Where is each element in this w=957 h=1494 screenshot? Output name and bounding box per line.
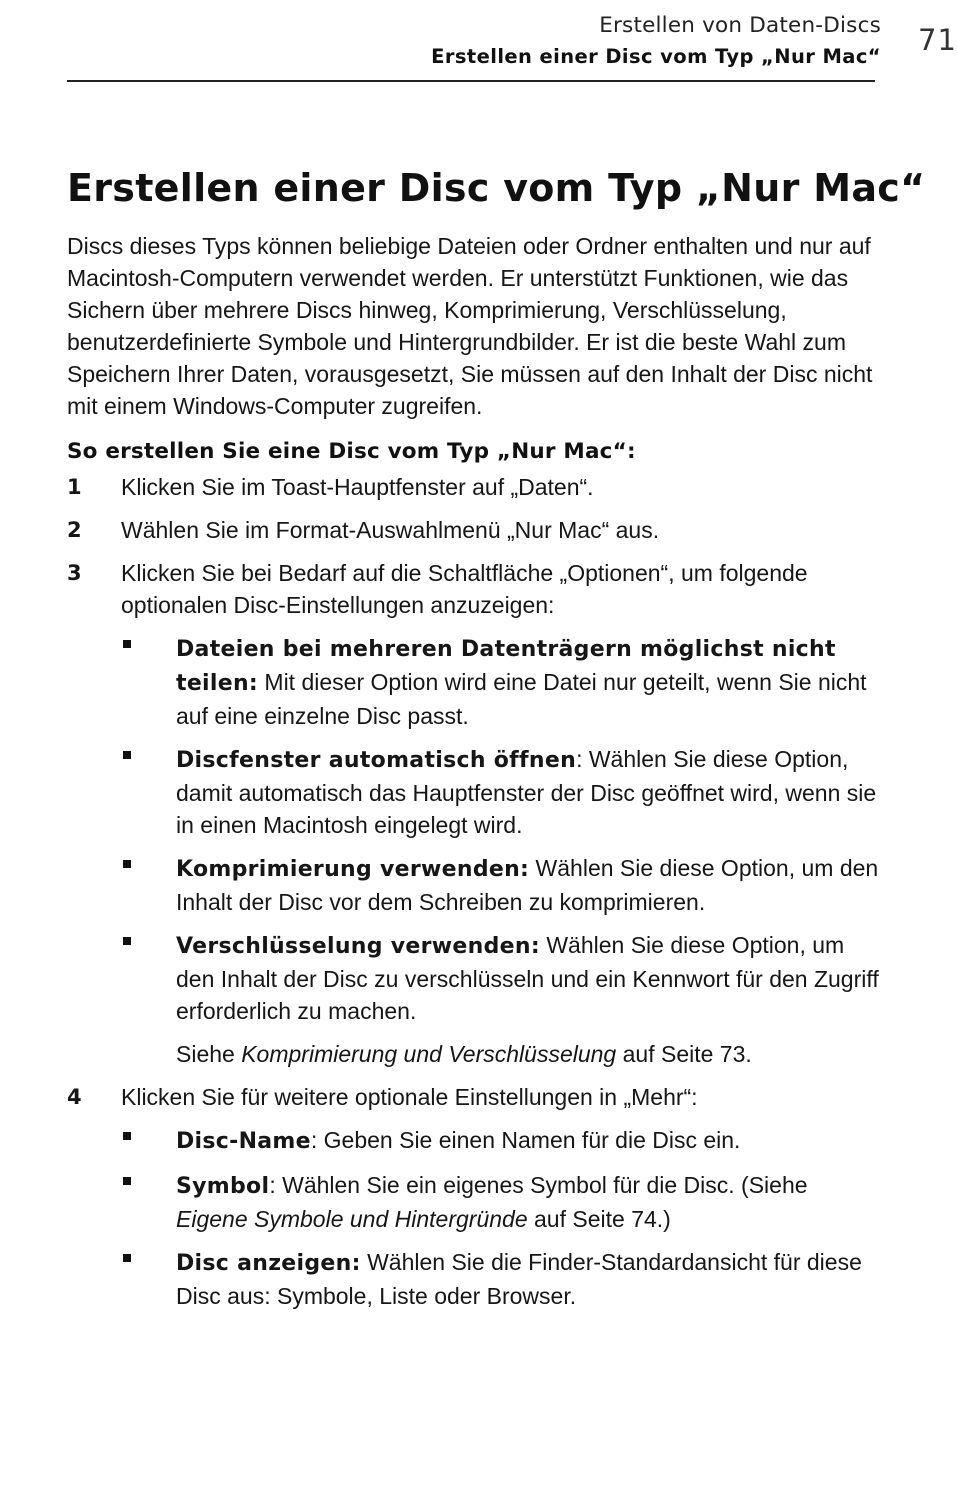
square-bullet-icon	[123, 640, 131, 648]
option-item	[121, 743, 882, 841]
step-number: 1	[67, 475, 82, 499]
option-description: Wählen Sie diese Option, um den Inhalt der Disc zu verschlüsseln und ein Kennwort für den Zugriff erforderlich zu machen.	[176, 932, 879, 1024]
option-list	[121, 632, 882, 1027]
option-description: Mit dieser Option wird eine Datei nur geteilt, wenn Sie nicht auf eine einzelne Disc passt.	[176, 669, 867, 729]
running-header-chapter: Erstellen von Daten-Discs	[599, 13, 881, 38]
see-also-link[interactable]: Komprimierung und Verschlüsselung	[241, 1041, 617, 1067]
header-rule	[67, 80, 875, 82]
option-term: Disc anzeigen:	[176, 1251, 361, 1276]
page-number: 71	[918, 23, 957, 57]
step-4	[67, 1081, 882, 1312]
option-term: Verschlüsselung verwenden:	[176, 934, 540, 959]
running-header	[67, 10, 881, 72]
step-text: Wählen Sie im Format-Auswahlmenü „Nur Mac“ aus.	[121, 517, 660, 543]
see-also-reference	[121, 1038, 882, 1070]
cross-reference-link[interactable]: Eigene Symbole und Hintergründe	[176, 1206, 528, 1232]
option-item	[121, 929, 882, 1027]
option-item	[121, 632, 882, 732]
page-title: Erstellen einer Disc vom Typ „Nur Mac“	[67, 166, 926, 210]
option-description: : Geben Sie einen Namen für die Disc ein.	[310, 1127, 741, 1153]
step-text: Klicken Sie für weitere optionale Einstellungen in „Mehr“:	[121, 1084, 698, 1110]
option-term: Dateien bei mehreren Datenträgern möglichst nicht teilen:	[176, 637, 836, 696]
square-bullet-icon	[123, 1177, 131, 1185]
see-also-suffix: auf Seite 73.	[616, 1041, 752, 1067]
see-also-prefix: Siehe	[176, 1041, 242, 1067]
option-term: Komprimierung verwenden:	[176, 857, 530, 882]
option-list	[121, 1124, 882, 1312]
option-item	[121, 1124, 882, 1158]
step-text: Klicken Sie bei Bedarf auf die Schaltfläche „Optionen“, um folgende optionalen Disc-Einstellungen anzuzeigen:	[121, 560, 808, 618]
running-header-section: Erstellen einer Disc vom Typ „Nur Mac“	[431, 45, 881, 68]
step-3	[67, 557, 882, 1070]
step-1	[67, 471, 882, 503]
step-2	[67, 514, 882, 546]
option-item	[121, 852, 882, 918]
square-bullet-icon	[123, 751, 131, 759]
option-term: Disc-Name	[176, 1129, 311, 1154]
option-description: : Wählen Sie diese Option, damit automatisch das Hauptfenster der Disc geöffnet wird, wenn sie in einen Macintosh eingelegt wird.	[176, 746, 877, 838]
step-number: 2	[67, 518, 82, 542]
option-description: Wählen Sie diese Option, um den Inhalt der Disc vor dem Schreiben zu komprimieren.	[176, 855, 879, 915]
cross-reference-suffix: auf Seite 74.)	[527, 1206, 671, 1232]
square-bullet-icon	[123, 1132, 131, 1140]
square-bullet-icon	[123, 860, 131, 868]
square-bullet-icon	[123, 1254, 131, 1262]
square-bullet-icon	[123, 937, 131, 945]
option-item	[121, 1246, 882, 1312]
step-number: 4	[67, 1085, 82, 1109]
step-number: 3	[67, 561, 82, 585]
procedure-heading: So erstellen Sie eine Disc vom Typ „Nur Mac“:	[67, 439, 636, 464]
intro-paragraph: Discs dieses Typs können beliebige Dateien oder Ordner enthalten und nur auf Macintosh-Computern verwendet werden. Er unterstützt Funktionen, wie das Sichern über mehrere Discs hinweg, Komprimierung, Verschlüsselung, benutzerdefinierte Symbole und Hintergrundbilder. Er ist die beste Wahl zum Speichern Ihrer Daten, vorausgesetzt, Sie müssen auf den Inhalt der Disc nicht mit einem Windows-Computer zugreifen.	[67, 233, 873, 419]
option-description: : Wählen Sie ein eigenes Symbol für die Disc. (Siehe	[269, 1172, 808, 1198]
option-description: Wählen Sie die Finder-Standardansicht für diese Disc aus: Symbole, Liste oder Browser.	[176, 1249, 862, 1309]
option-term: Discfenster automatisch öffnen	[176, 748, 577, 773]
option-item	[121, 1169, 882, 1235]
procedure-steps	[67, 471, 882, 1312]
page-body	[67, 230, 882, 1312]
step-text: Klicken Sie im Toast-Hauptfenster auf „Daten“.	[121, 474, 594, 500]
option-term: Symbol	[176, 1174, 270, 1199]
